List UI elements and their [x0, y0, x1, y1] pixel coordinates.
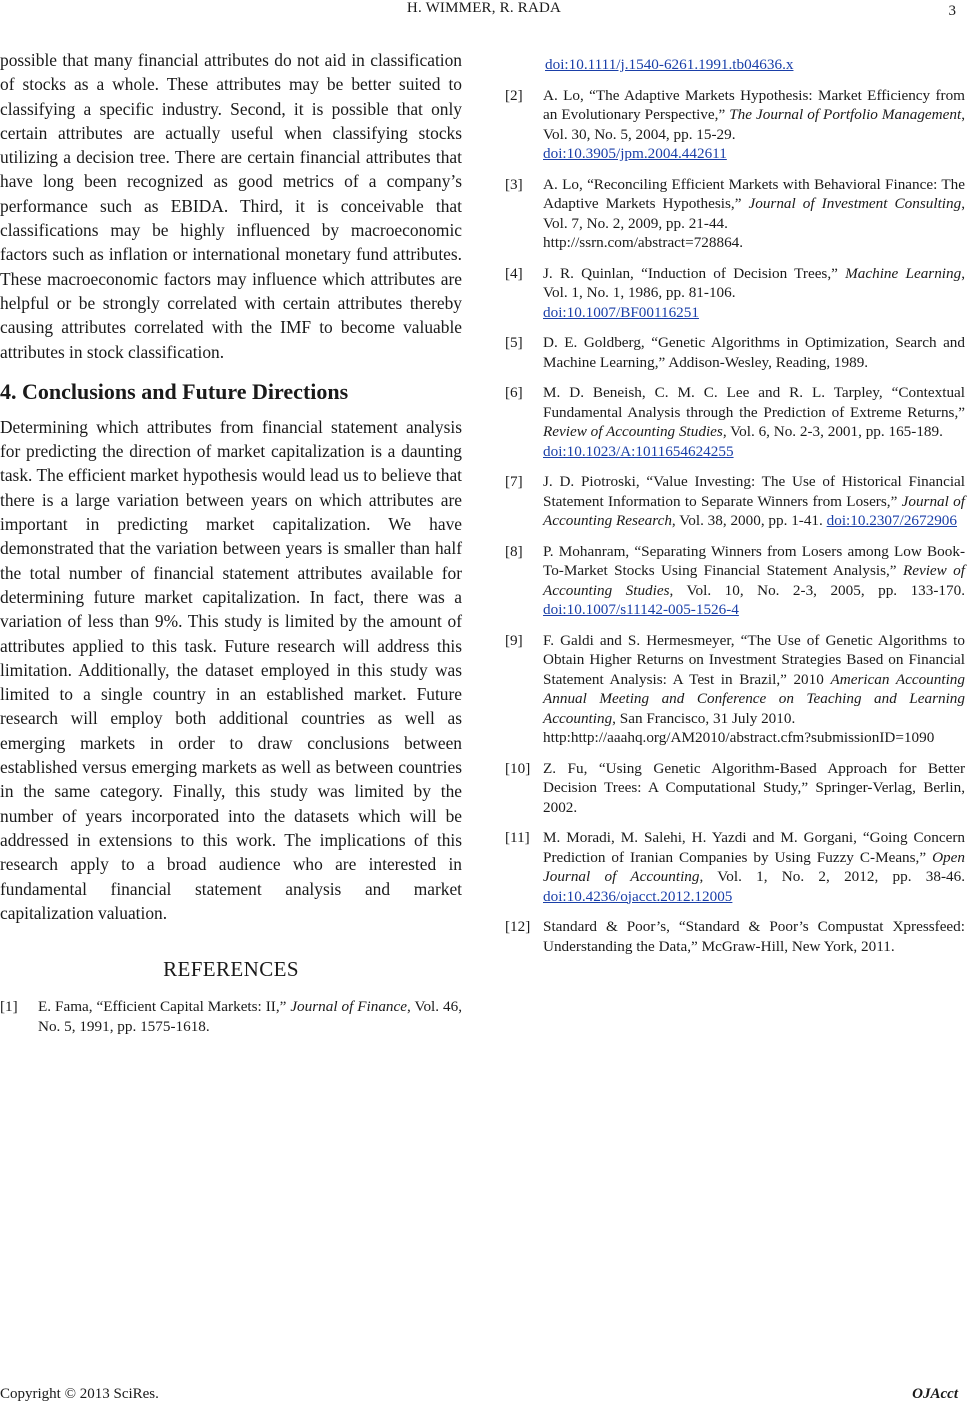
reference-2 — [505, 86, 965, 164]
reference-number: [12] — [505, 918, 531, 935]
journal-title: The Journal of Portfolio Management — [729, 106, 962, 123]
reference-text: Z. Fu, “Using Genetic Algorithm-Based Approach for Better Decision Trees: A Computational Study,” Springer-Verlag, Berlin, 2002. — [543, 759, 965, 816]
reference-number: [10] — [505, 759, 531, 777]
reference-text: M. Moradi, M. Salehi, H. Yazdi and M. Gorgani, “Going Concern Prediction of Iranian Companies by Using Fuzzy C-Means,” Open Journal of Accounting, Vol. 1, No. 2, 2012, pp. 38-46. doi:10.4236/ojacct.2012.12005 — [543, 829, 965, 905]
page-footer — [0, 1386, 968, 1406]
doi-link[interactable]: doi:10.1023/A:1011654624255 — [543, 442, 734, 460]
reference-url: http:http://aaahq.org/AM2010/abstract.cfm?submissionID=1090 — [543, 729, 935, 746]
reference-number: [6] — [505, 384, 523, 401]
reference-text: E. Fama, “Efficient Capital Markets: II,” Journal of Finance, Vol. 46, No. 5, 1991, pp. 1575-1618. — [38, 998, 462, 1035]
reference-text: P. Mohanram, “Separating Winners from Losers among Low Book-To-Market Stocks Using Financial Statement Analysis,” Review of Accounting Studies, Vol. 10, No. 2-3, 2005, pp. 133-170. doi:10.1007/s11142-005-1526-4 — [543, 542, 965, 618]
doi-link[interactable]: doi:10.2307/2672906 — [826, 512, 957, 529]
journal-title: Journal of Finance — [290, 998, 407, 1016]
reference-text: F. Galdi and S. Hermesmeyer, “The Use of Genetic Algorithms to Obtain Higher Returns on Investment Strategies Based on Financial Statement Analysis: A Test in Brazil,” 2010 American Accounting Annual Meeting and Conference on Teaching and Learning Accounting, San Francisco, 31 July 2010. http:http://aaahq.org/AM2010/abstract.cfm?submissionID=1090 — [543, 631, 965, 746]
doi-link[interactable]: doi:10.1111/j.1540-6261.1991.tb04636.x — [545, 56, 794, 73]
reference-number: [3] — [505, 175, 523, 193]
reference-11 — [505, 828, 965, 906]
reference-text: D. E. Goldberg, “Genetic Algorithms in Optimization, Search and Machine Learning,” Addison-Wesley, Reading, 1989. — [543, 334, 965, 371]
right-column — [505, 55, 965, 967]
journal-title: Review of Accounting Studies — [543, 562, 965, 599]
reference-url: http://ssrn.com/abstract=728864. — [543, 234, 744, 251]
conclusion-paragraph: Determining which attributes from financial statement analysis for predicting the direction of market capitalization is a daunting task. The efficient market hypothesis would lead us to believe that there is a large variation between years on which attributes are important in predicting market capitalization. We have demonstrated that the variation between years is smaller than half the total number of financial statement attributes available for determining future market capitalization. In fact, there was a variation of less than 9%. This study is limited by the amount of attributes applied to this task. Future research will address this limitation. Additionally, the dataset employed in this study was limited to a single country in an established market. Future research will employ both additional countries as well as emerging markets in order to draw conclusions between established versus emerging markets as well as between countries in the same category. Finally, this study was limited by the number of years incorporated into the datasets which will be addressed in extensions to this work. The implications of this research apply to a broad audience who are interested in fundamental financial statement analysis and market capitalization valuation. — [0, 416, 462, 923]
left-column — [0, 48, 462, 1047]
journal-abbreviation: OJAcct — [912, 1386, 958, 1402]
running-head-authors: H. WIMMER, R. RADA — [406, 0, 562, 16]
reference-number: [7] — [505, 473, 523, 490]
conference-title: American Accounting Annual Meeting and Conference on Teaching and Learning Accounting — [543, 670, 965, 727]
reference-12 — [505, 917, 965, 956]
running-head — [0, 0, 968, 24]
journal-title: Journal of Investment Consulting — [748, 195, 962, 212]
reference-4 — [505, 264, 965, 323]
reference-text: Standard & Poor’s, “Standard & Poor’s Compustat Xpressfeed: Understanding the Data,” McGraw-Hill, New York, 2011. — [543, 918, 965, 955]
reference-number: [9] — [505, 631, 523, 649]
reference-text: A. Lo, “The Adaptive Markets Hypothesis: Market Efficiency from an Evolutionary Perspective,” The Journal of Portfolio Management, Vol. 30, No. 5, 2004, pp. 15-29. doi:10.3905/jpm.2004.442611 — [543, 86, 965, 162]
copyright-notice: Copyright © 2013 SciRes. — [0, 1386, 159, 1402]
journal-title: Machine Learning — [845, 264, 962, 282]
reference-9 — [505, 631, 965, 748]
journal-title: Journal of Accounting Research — [543, 492, 965, 529]
reference-number: [5] — [505, 334, 523, 351]
reference-number: [2] — [505, 86, 523, 104]
doi-link[interactable]: doi:10.1007/BF00116251 — [543, 303, 699, 321]
continued-paragraph: possible that many financial attributes do not aid in classification of stocks as a whole. These attributes may be better suited to classifying a specific industry. Second, it is possible that only certain attributes are actually useful when classifying stocks utilizing a decision tree. There are certain financial attributes that have long been recognized as good metrics of a company’s performance such as EBIDA. Third, it is conceivable that classifications may be highly influenced by macroeconomic factors such as inflation or international monetary fund attributes. These macroeconomic factors may influence which attributes are helpful or be strongly correlated with certain attributes thereby causing attributes correlated with the IMF to become valuable attributes in stock classification. — [0, 50, 462, 362]
doi-link[interactable]: doi:10.4236/ojacct.2012.12005 — [543, 887, 733, 905]
reference-1-doi-continued — [505, 55, 965, 75]
reference-8 — [505, 542, 965, 620]
reference-5 — [505, 333, 965, 372]
reference-3 — [505, 175, 965, 253]
journal-title: Review of Accounting Studies — [543, 423, 723, 440]
journal-title: Open Journal of Accounting — [543, 848, 965, 885]
reference-number: [8] — [505, 542, 523, 560]
reference-number: [1] — [0, 998, 18, 1016]
reference-number: [11] — [505, 829, 530, 846]
reference-text: A. Lo, “Reconciling Efficient Markets with Behavioral Finance: The Adaptive Markets Hypothesis,” Journal of Investment Consulting, Vol. 7, No. 2, 2009, pp. 21-44. http://ssrn.com/abstract=728864. — [543, 175, 965, 251]
reference-text: J. D. Piotroski, “Value Investing: The Use of Historical Financial Statement Information to Separate Winners from Losers,” Journal of Accounting Research, Vol. 38, 2000, pp. 1-41. doi:10.2307/2672906 — [543, 473, 965, 529]
references-heading: REFERENCES — [163, 957, 299, 982]
reference-text: J. R. Quinlan, “Induction of Decision Trees,” Machine Learning, Vol. 1, No. 1, 1986, pp. 81-106. doi:10.1007/BF00116251 — [543, 264, 965, 321]
reference-number: [4] — [505, 264, 523, 282]
page-number: 3 — [948, 3, 956, 19]
doi-link[interactable]: doi:10.1007/s11142-005-1526-4 — [543, 601, 739, 618]
reference-1 — [0, 997, 462, 1036]
reference-10 — [505, 759, 965, 818]
reference-6 — [505, 383, 965, 461]
reference-text: M. D. Beneish, C. M. C. Lee and R. L. Tarpley, “Contextual Fundamental Analysis through the Prediction of Extreme Returns,” Review of Accounting Studies, Vol. 6, No. 2-3, 2001, pp. 165-189. doi:10.1023/A:1011654624255 — [543, 384, 965, 460]
doi-link[interactable]: doi:10.3905/jpm.2004.442611 — [543, 145, 727, 162]
reference-7 — [505, 472, 965, 531]
section-heading: 4. Conclusions and Future Directions — [0, 378, 349, 404]
